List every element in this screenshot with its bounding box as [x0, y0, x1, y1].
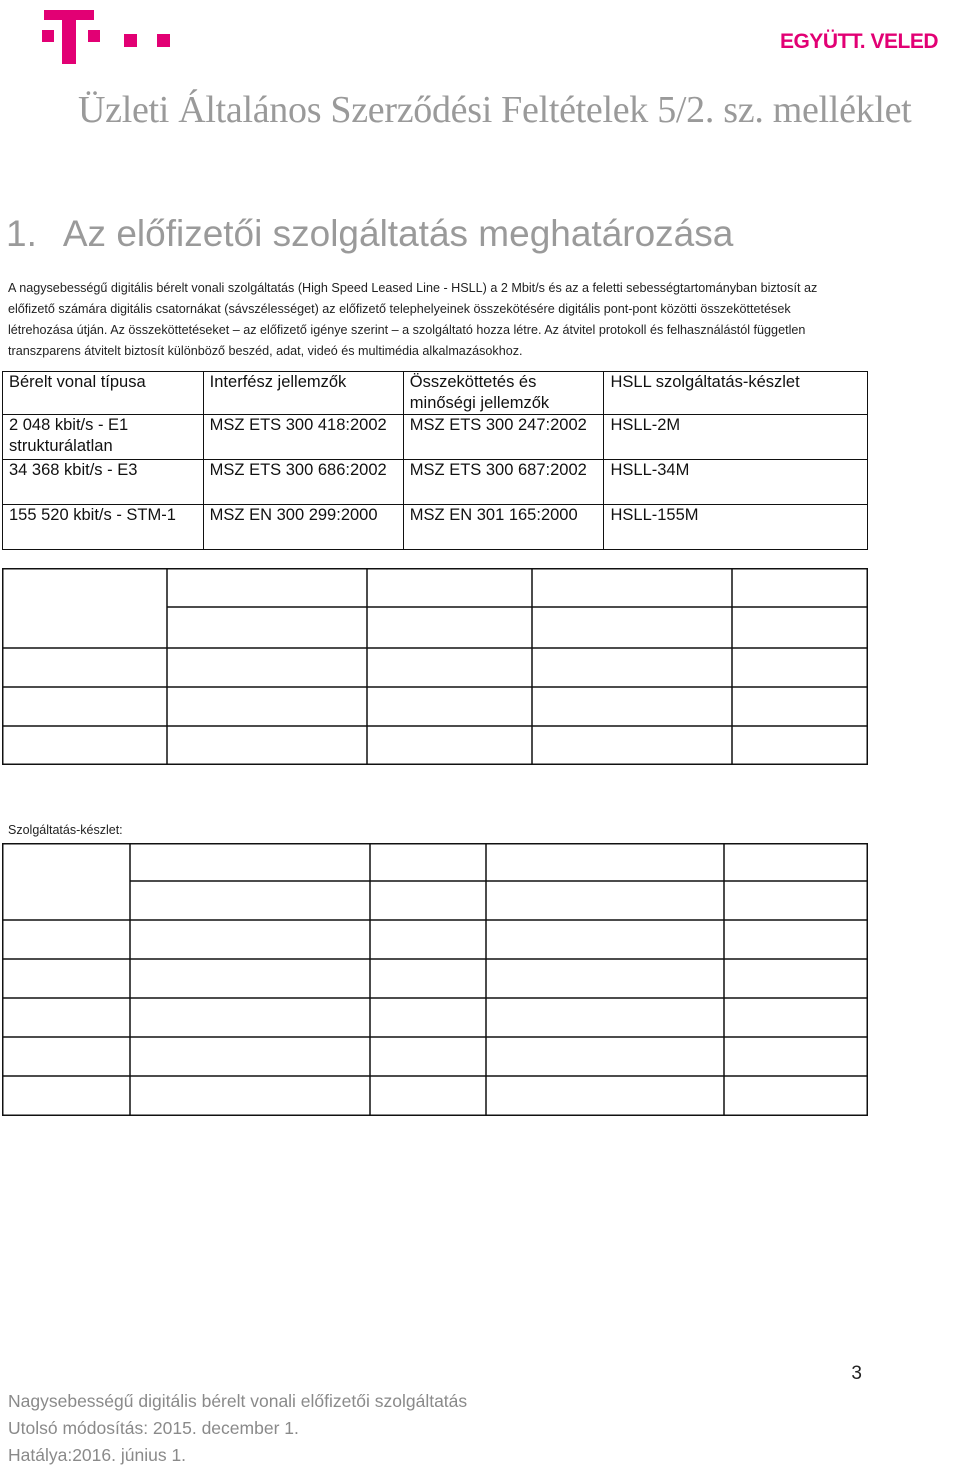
- table-cell: HSLL-2M: [604, 415, 868, 460]
- document-title: Üzleti Általános Szerződési Feltételek 5/2. sz. melléklet: [78, 89, 912, 131]
- intro-paragraph: A nagysebességű digitális bérelt vonali szolgáltatás (High Speed Leased Line - HSLL) a 2 Mbit/s és az a feletti sebességtartományban biztosít az előfizető számára digitális csatornákat (sávszélességet) az előfizető telephelyeinek összekötésére digitális pont-pont közötti összeköttetések létrehozása útján. Az összeköttetéseket – az előfizető igénye szerint – a szolgáltató hozza létre. Az átvitel protokoll és felhasználástól független transzparens átvitelt biztosít különböző beszéd, adat, videó és multimédia alkalmazásokhoz.: [8, 281, 818, 358]
- table-cell: 34 368 kbit/s - E3: [3, 460, 204, 505]
- section-heading: [6, 213, 733, 255]
- table-row: [3, 415, 868, 460]
- table-cell: MSZ EN 301 165:2000: [403, 505, 604, 550]
- empty-table-grid: [2, 843, 868, 1116]
- footer-line: Nagysebességű digitális bérelt vonali előfizetői szolgáltatás: [8, 1391, 468, 1411]
- table-header-row: [3, 372, 868, 415]
- telekom-logo: [38, 8, 178, 68]
- brand-slogan: EGYÜTT. VELED: [779, 30, 938, 53]
- page-number: 3: [851, 1363, 862, 1384]
- service-set-label: Szolgáltatás-készlet:: [8, 823, 123, 837]
- table-cell: MSZ ETS 300 247:2002: [403, 415, 604, 460]
- table-cell: HSLL-34M: [604, 460, 868, 505]
- table-cell: 2 048 kbit/s - E1 strukturálatlan: [3, 415, 204, 460]
- table-cell: MSZ ETS 300 687:2002: [403, 460, 604, 505]
- table-header-cell: Összeköttetés és minőségi jellemzők: [403, 372, 604, 415]
- table-row: [3, 505, 868, 550]
- telekom-t-logo-icon: [38, 8, 178, 68]
- table-cell: 155 520 kbit/s - STM-1: [3, 505, 204, 550]
- table-header-cell: Interfész jellemzők: [203, 372, 403, 415]
- empty-table-grid: [2, 568, 868, 765]
- section-title: Az előfizetői szolgáltatás meghatározása: [62, 213, 734, 254]
- table-row: [3, 460, 868, 505]
- table-header-cell: HSLL szolgáltatás-készlet: [604, 372, 868, 415]
- section-number: 1.: [6, 213, 37, 254]
- table-cell: MSZ ETS 300 418:2002: [203, 415, 403, 460]
- footer-line: Utolsó módosítás: 2015. december 1.: [8, 1418, 299, 1438]
- table-header-cell: Bérelt vonal típusa: [3, 372, 204, 415]
- table-cell: MSZ ETS 300 686:2002: [203, 460, 403, 505]
- table-cell: MSZ EN 300 299:2000: [203, 505, 403, 550]
- table-cell: HSLL-155M: [604, 505, 868, 550]
- spec-table: [2, 371, 868, 550]
- footer-line: Hatálya:2016. június 1.: [8, 1445, 187, 1465]
